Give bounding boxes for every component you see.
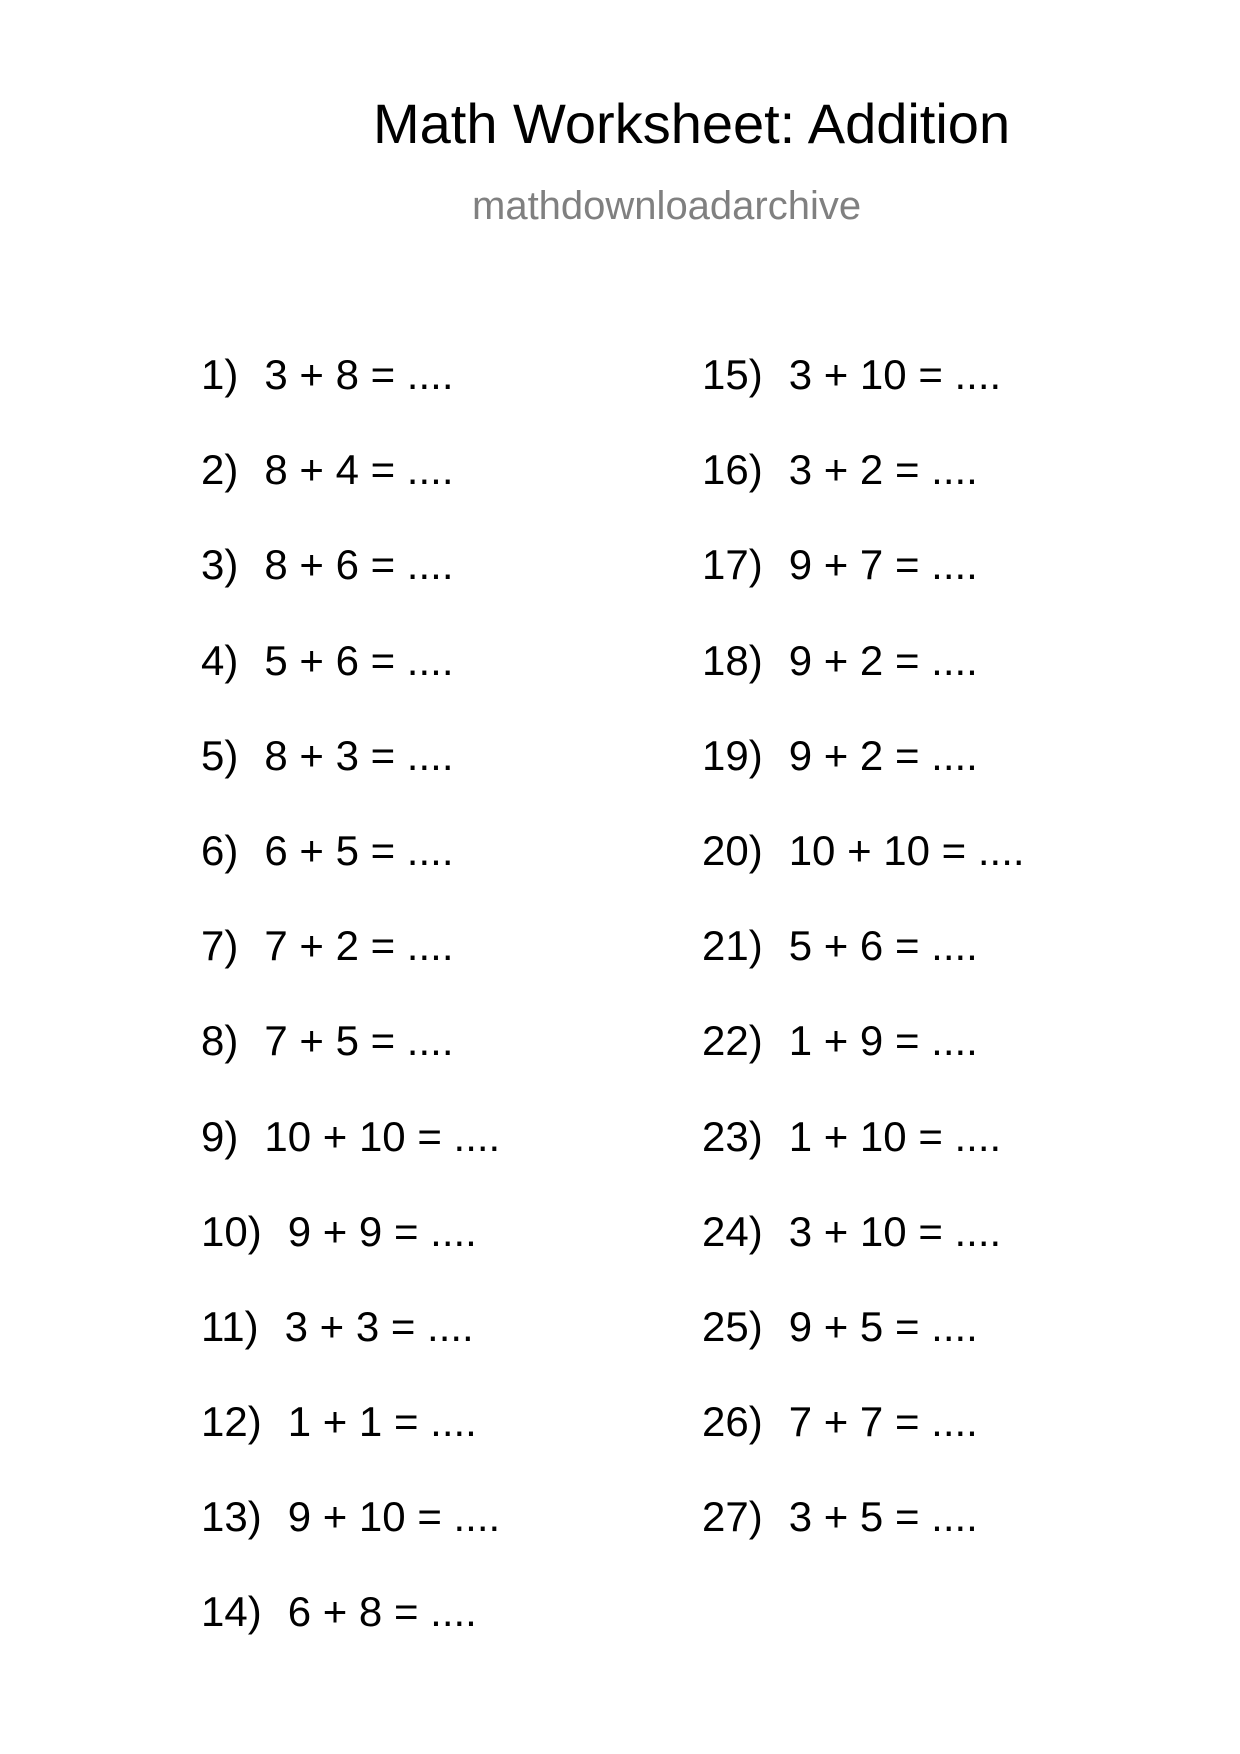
problem-item	[702, 1112, 1025, 1211]
problem-number: 18)	[702, 636, 763, 684]
problem-number: 20)	[702, 826, 763, 874]
problem-expression: 9 + 2 = ....	[788, 636, 978, 684]
worksheet-title: Math Worksheet: Addition	[373, 92, 1011, 155]
problem-expression: 3 + 2 = ....	[788, 446, 978, 494]
problem-number: 24)	[702, 1207, 763, 1255]
problem-number: 3)	[201, 541, 239, 589]
problem-item	[201, 731, 500, 830]
problem-expression: 3 + 8 = ....	[264, 351, 454, 398]
problem-item	[702, 1017, 1025, 1115]
problem-item	[702, 1398, 1025, 1496]
problem-number: 1)	[201, 351, 239, 398]
problem-item	[201, 922, 500, 1020]
problem-number: 21)	[702, 922, 763, 970]
problem-item	[201, 541, 500, 639]
problem-number: 22)	[702, 1017, 763, 1065]
problem-expression: 9 + 10 = ....	[287, 1493, 501, 1541]
problem-number: 7)	[201, 922, 239, 970]
problem-number: 16)	[702, 446, 763, 494]
problem-number: 4)	[201, 636, 239, 684]
problem-expression: 9 + 7 = ....	[788, 541, 978, 589]
problem-item	[201, 1112, 501, 1211]
problem-item	[201, 1398, 500, 1496]
problem-item	[201, 351, 500, 449]
problem-column-left	[201, 351, 501, 1687]
problem-item	[201, 1588, 500, 1686]
problem-number: 9)	[201, 1112, 239, 1160]
problem-expression: 9 + 9 = ....	[287, 1207, 477, 1255]
problem-item	[201, 1017, 500, 1115]
problem-expression: 5 + 6 = ....	[788, 922, 978, 970]
problem-expression: 6 + 8 = ....	[287, 1588, 477, 1636]
problem-expression: 7 + 7 = ....	[788, 1398, 978, 1446]
problem-item	[201, 1207, 500, 1306]
problem-item	[201, 1302, 500, 1401]
problem-expression: 5 + 6 = ....	[264, 636, 454, 684]
problem-expression: 7 + 5 = ....	[264, 1017, 454, 1065]
problem-number: 19)	[702, 731, 763, 779]
problem-expression: 9 + 5 = ....	[788, 1302, 978, 1350]
problem-expression: 3 + 3 = ....	[284, 1302, 474, 1350]
problem-expression: 8 + 6 = ....	[264, 541, 454, 589]
problem-item	[702, 1207, 1025, 1306]
problem-expression: 1 + 10 = ....	[788, 1112, 1002, 1160]
problem-expression: 1 + 1 = ....	[287, 1398, 477, 1446]
problem-expression: 7 + 2 = ....	[264, 922, 454, 970]
problem-expression: 3 + 10 = ....	[788, 351, 1002, 398]
problem-item	[201, 826, 500, 925]
problem-number: 15)	[702, 351, 763, 398]
problem-number: 23)	[702, 1112, 763, 1160]
problem-number: 11)	[201, 1302, 259, 1350]
problem-column-right	[702, 351, 1025, 1591]
problem-item	[702, 636, 1025, 735]
problem-expression: 9 + 2 = ....	[788, 731, 978, 779]
problem-item	[702, 541, 1025, 639]
problem-number: 17)	[702, 541, 763, 589]
worksheet-subtitle: mathdownloadarchive	[472, 184, 862, 228]
problem-expression: 10 + 10 = ....	[264, 1112, 501, 1160]
problem-expression: 6 + 5 = ....	[264, 826, 454, 874]
problem-number: 8)	[201, 1017, 239, 1065]
problem-expression: 8 + 3 = ....	[264, 731, 454, 779]
problem-expression: 3 + 5 = ....	[788, 1493, 978, 1541]
problem-number: 13)	[201, 1493, 262, 1541]
problem-number: 10)	[201, 1207, 262, 1255]
problem-item	[702, 1493, 1025, 1591]
problem-item	[702, 731, 1025, 830]
problem-item	[702, 826, 1025, 925]
problem-item	[702, 446, 1025, 544]
problem-item	[201, 1493, 501, 1591]
problem-number: 27)	[702, 1493, 763, 1541]
problem-number: 2)	[201, 446, 239, 494]
problem-expression: 1 + 9 = ....	[788, 1017, 978, 1065]
problem-expression: 3 + 10 = ....	[788, 1207, 1002, 1255]
problem-item	[702, 922, 1025, 1020]
problem-expression: 10 + 10 = ....	[788, 826, 1025, 874]
problem-expression: 8 + 4 = ....	[264, 446, 454, 494]
problem-number: 5)	[201, 731, 239, 779]
problem-item	[702, 1302, 1025, 1401]
problem-number: 26)	[702, 1398, 763, 1446]
problem-number: 12)	[201, 1398, 262, 1446]
problem-item	[201, 636, 500, 735]
problem-number: 14)	[201, 1588, 262, 1636]
problem-item	[702, 351, 1025, 449]
problem-item	[201, 446, 500, 544]
problem-number: 25)	[702, 1302, 763, 1350]
problem-number: 6)	[201, 826, 239, 874]
